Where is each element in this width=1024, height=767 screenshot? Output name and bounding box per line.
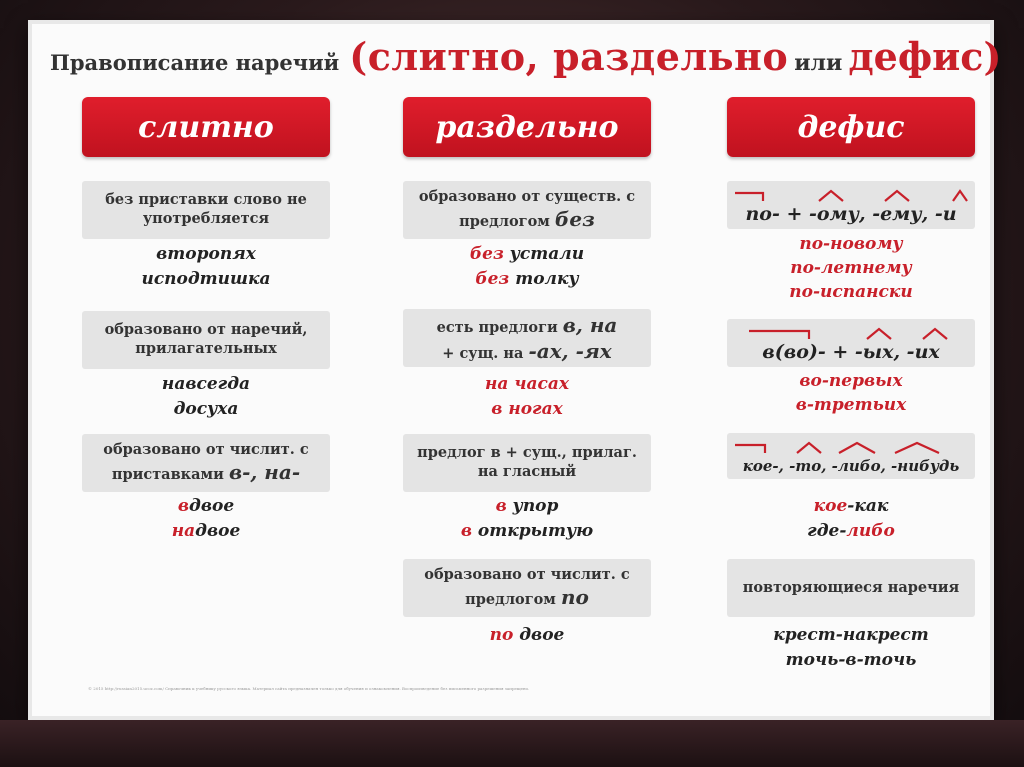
formula-text: в(во)- + -ых, -их <box>762 341 940 363</box>
title-open: (слитно, раздельно <box>349 34 789 79</box>
example-word <box>403 242 651 267</box>
example-word <box>403 519 651 544</box>
examples <box>403 242 651 291</box>
example-word <box>82 494 330 519</box>
example-rest: двое <box>189 496 235 516</box>
examples <box>82 494 330 543</box>
rule-box <box>403 434 651 492</box>
title-or: или <box>794 50 843 76</box>
example-highlight: по <box>489 625 514 645</box>
formula-box <box>727 181 975 229</box>
title-close: дефис) <box>848 34 1002 79</box>
rule-plain: есть предлоги <box>436 319 558 336</box>
example-word: крест-накрест <box>773 625 929 645</box>
title-lead: Правописание наречий <box>50 50 340 75</box>
column-title-razdelno: раздельно <box>403 97 651 157</box>
examples <box>403 623 651 648</box>
example-rest: -как <box>847 496 889 516</box>
example-highlight: без <box>469 244 504 264</box>
example-highlight: либо <box>846 520 895 541</box>
example-rest: где- <box>807 520 847 541</box>
example-rest: на <box>485 374 515 394</box>
example-word <box>727 494 975 519</box>
example-highlight: в <box>460 520 473 541</box>
rule-text: предлог в + сущ., прилаг. на гласный <box>417 444 637 480</box>
rule-box <box>403 559 651 617</box>
example-rest: двое <box>195 520 241 541</box>
column-title-defis: дефис <box>727 97 975 157</box>
rule-plain: образовано от существ. с предлогом <box>418 187 636 231</box>
rule-emphasis: -ах, -ях <box>528 339 612 363</box>
column-razdelno <box>403 97 651 645</box>
rule-box <box>82 311 330 369</box>
column-slitno <box>82 97 330 541</box>
example-word <box>403 494 651 519</box>
formula-text: кое-, -то, -либо, -нибудь <box>742 457 960 475</box>
rule-emphasis: по <box>560 585 589 610</box>
rule-box <box>82 181 330 239</box>
background-shelf <box>0 720 1024 767</box>
example-rest: упор <box>506 496 559 516</box>
example-rest: в <box>491 398 509 419</box>
example-word: досуха <box>173 398 239 419</box>
examples <box>727 494 975 543</box>
rule-text: повторяющиеся наречия <box>742 578 960 596</box>
example-highlight: кое <box>813 496 848 516</box>
example-rest: устали <box>503 244 585 264</box>
example-word: в-третьих <box>795 394 907 415</box>
example-highlight: в <box>177 496 190 516</box>
example-word <box>403 267 651 292</box>
formula-box <box>727 433 975 479</box>
rule-box <box>403 309 651 367</box>
example-word <box>727 519 975 544</box>
rule-text <box>411 566 643 611</box>
example-highlight: без <box>475 268 510 289</box>
examples <box>403 494 651 543</box>
rule-text: образовано от наречий, прилагательных <box>104 321 308 357</box>
examples <box>403 372 651 421</box>
example-word: точь-в-точь <box>785 649 917 670</box>
rule-plain: образовано от числит. с предлогом <box>424 565 630 609</box>
example-word: по-испански <box>789 281 913 302</box>
example-word: навсегда <box>161 374 251 394</box>
rule-text <box>437 312 618 364</box>
example-word <box>403 623 651 648</box>
formula-text: по- + -ому, -ему, -и <box>745 203 957 225</box>
example-rest: открытую <box>472 520 594 541</box>
formula-box <box>727 319 975 367</box>
footer-copyright: © 2015 http://russian2015.ucoz.com/ Справочник к учебнику русского языка. Материал сайта предназначен только для обучения и ознакомления. Воспроизведение без письменного разрешения запрещено. <box>88 686 530 691</box>
example-rest: двое <box>513 625 565 645</box>
examples <box>727 233 975 304</box>
rule-box <box>403 181 651 239</box>
example-rest: толку <box>509 268 579 289</box>
example-word: по-летнему <box>790 257 912 278</box>
example-word <box>82 519 330 544</box>
rule-emphasis: без <box>554 207 595 232</box>
example-highlight: на <box>171 520 196 541</box>
examples <box>727 623 975 672</box>
rule-emphasis: в, на <box>562 313 618 337</box>
rule-text: без приставки слово не употребляется <box>105 191 307 227</box>
rule-text <box>90 441 322 486</box>
example-word <box>403 397 651 422</box>
example-word: исподтишка <box>141 268 271 289</box>
example-word: второпях <box>156 244 256 264</box>
rule-plain: + сущ. на <box>442 345 524 362</box>
example-highlight: ногах <box>508 398 563 419</box>
rule-plain: образовано от числит. с приставками <box>103 440 309 484</box>
example-word: по-новому <box>799 234 903 254</box>
column-title-slitno: слитно <box>82 97 330 157</box>
example-highlight: часах <box>514 374 569 394</box>
rule-text <box>411 188 643 233</box>
examples <box>82 372 330 421</box>
rule-emphasis: в-, на- <box>228 460 301 485</box>
rule-box <box>82 434 330 492</box>
rule-box <box>727 559 975 617</box>
examples <box>727 370 975 418</box>
example-highlight: в <box>495 496 507 516</box>
example-word: во-первых <box>799 371 903 391</box>
examples <box>82 242 330 291</box>
example-word <box>403 372 651 397</box>
column-defis <box>727 97 975 670</box>
page-title <box>50 34 1002 90</box>
